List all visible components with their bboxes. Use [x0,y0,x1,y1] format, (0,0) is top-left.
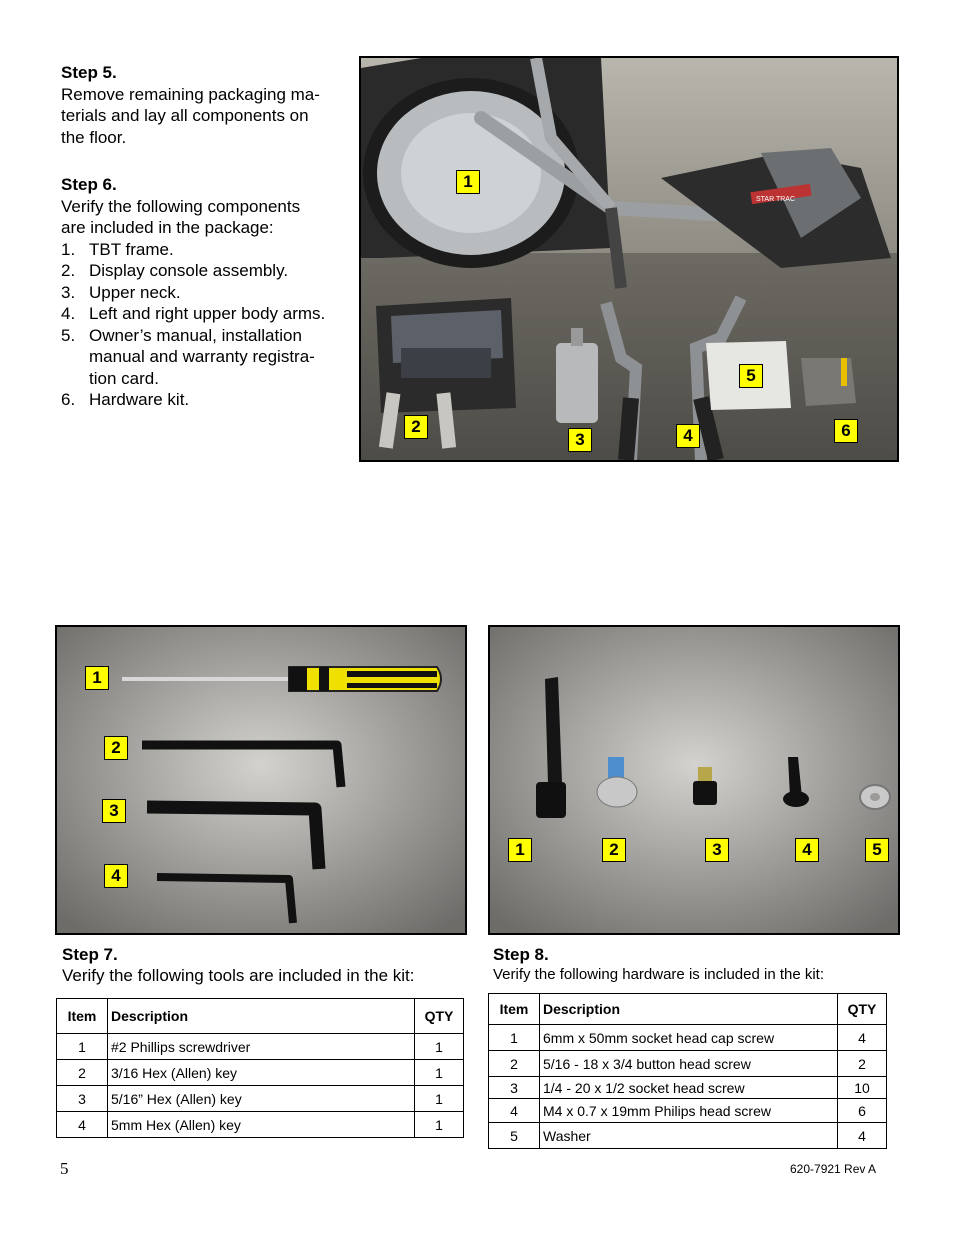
list-item: 3. Upper neck. [61,282,181,302]
table-row: 3 1/4 - 20 x 1/2 socket head screw 10 [489,1077,887,1099]
step6-block [61,174,356,411]
tools-photo [55,625,467,935]
step5-line: terials and lay all components on [61,106,309,125]
table-header [489,994,887,1025]
callout-6: 6 [834,419,858,443]
callout-1: 1 [456,170,480,194]
table-row: 2 5/16 - 18 x 3/4 button head screw 2 [489,1051,887,1077]
callout-3: 3 [102,799,126,823]
step7-title: Step 7. [62,945,118,964]
list-item: 1. TBT frame. [61,239,174,259]
callout-5: 5 [739,364,763,388]
document-number: 620-7921 Rev A [790,1162,877,1176]
col-qty: QTY [838,994,887,1025]
hardware-illustration [490,627,898,933]
component-list [61,239,356,411]
step7-subtitle: Verify the following tools are included in the kit: [62,966,415,985]
col-qty: QTY [415,999,464,1034]
page-number: 5 [60,1159,69,1178]
step6-line: Verify the following components [61,196,301,216]
callout-1: 1 [85,666,109,690]
table-row: 3 5/16” Hex (Allen) key 1 [57,1086,464,1112]
step6-line: are included in the package: [61,218,274,237]
step5-block [61,62,356,148]
list-item: 2. Display console assembly. [61,261,289,280]
list-item: 4. Left and right upper body arms. [61,304,326,323]
table-row: 1 6mm x 50mm socket head cap screw 4 [489,1025,887,1051]
callout-2: 2 [404,415,428,439]
callout-2: 2 [104,736,128,760]
brand-logo-text: STAR TRAC [756,196,796,203]
col-item: Item [489,994,540,1025]
callout-5: 5 [865,838,889,862]
hardware-photo [488,625,900,935]
step8-title: Step 8. [493,945,549,964]
callout-1: 1 [508,838,532,862]
step6-text [61,196,356,239]
table-row: 4 M4 x 0.7 x 19mm Philips head screw 6 [489,1099,887,1123]
list-item: 6. Hardware kit. [61,390,190,409]
hardware-table [488,993,887,1149]
col-description: Description [540,994,838,1025]
col-description: Description [108,999,415,1034]
step5-line: Remove remaining packaging ma- [61,84,320,104]
table-row: 2 3/16 Hex (Allen) key 1 [57,1060,464,1086]
callout-4: 4 [676,424,700,448]
step5-title: Step 5. [61,63,117,82]
callout-4: 4 [104,864,128,888]
tools-table [56,998,464,1138]
step6-title: Step 6. [61,175,117,194]
table-header [57,999,464,1034]
components-illustration [361,58,897,460]
callout-3: 3 [705,838,729,862]
list-item: 5. Owner’s manual, installation manual and warranty registra- tion card. [61,325,315,388]
components-photo [359,56,899,462]
step8-subtitle: Verify the following hardware is included in the kit: [493,966,825,983]
step5-text [61,84,356,149]
callout-4: 4 [795,838,819,862]
table-row: 1 #2 Phillips screwdriver 1 [57,1034,464,1060]
col-item: Item [57,999,108,1034]
callout-3: 3 [568,428,592,452]
callout-2: 2 [602,838,626,862]
table-row: 5 Washer 4 [489,1123,887,1149]
step5-line: the floor. [61,127,127,147]
table-row: 4 5mm Hex (Allen) key 1 [57,1112,464,1138]
